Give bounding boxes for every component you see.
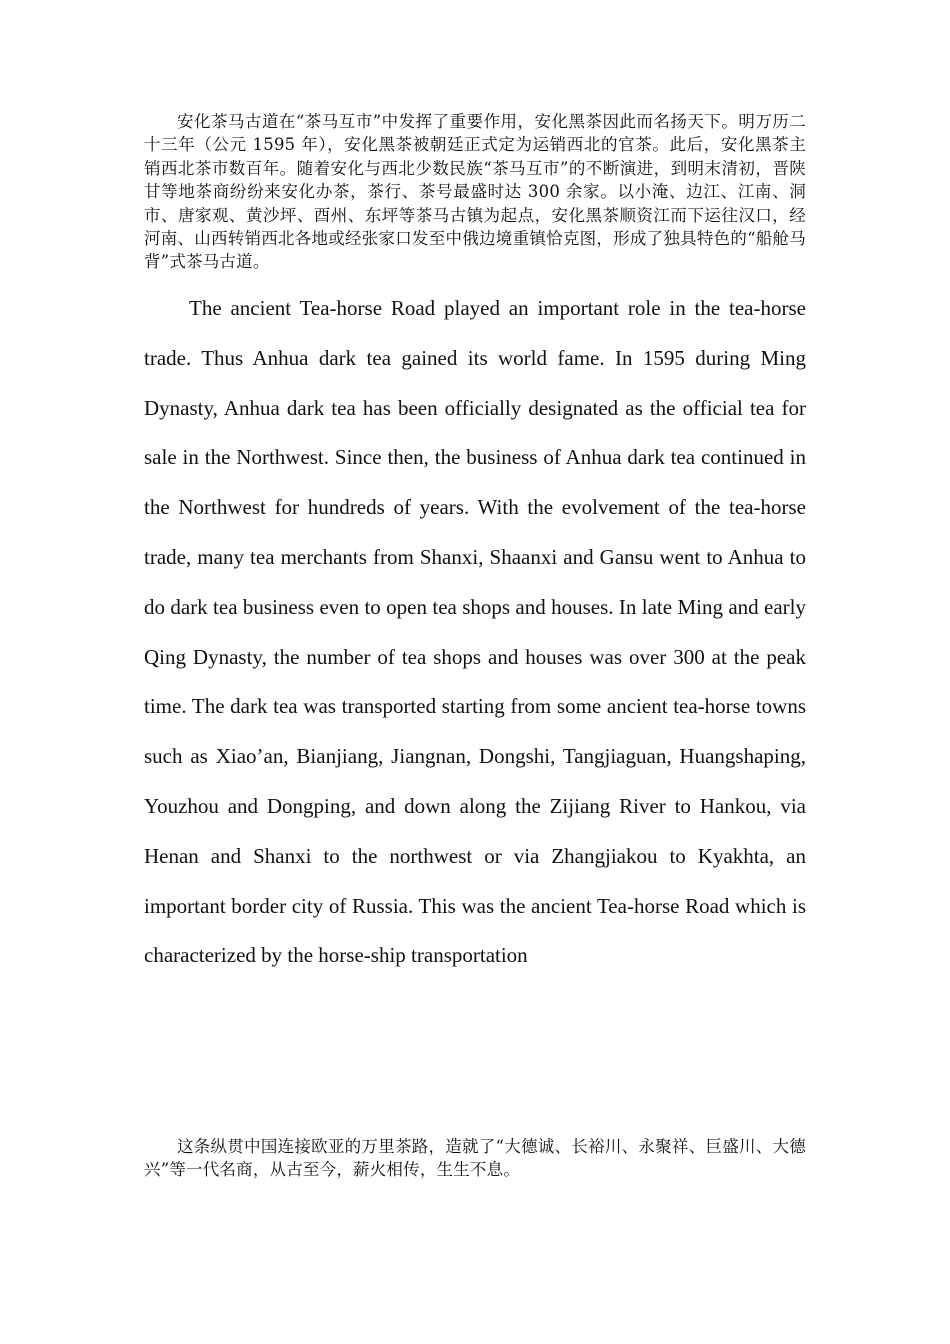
english-paragraph-tea-horse-road: The ancient Tea-horse Road played an important role in the tea-horse trade. Thus Anhua dark tea gained its world fame. In 1595 during Ming Dynasty, Anhua dark tea has been officially designated as the official tea for sale in the Northwest. Since then, the business of Anhua dark tea continued in the Northwest for hundreds of years. With the evolvement of the tea-horse trade, many tea merchants from Shanxi, Shaanxi and Gansu went to Anhua to do dark tea business even to open tea shops and houses. In late Ming and early Qing Dynasty, the number of tea shops and houses was over 300 at the peak time. The dark tea was transported starting from some ancient tea-horse towns such as Xiao’an, Bianjiang, Jiangnan, Dongshi, Tangjiaguan, Huangshaping, Youzhou and Dongping, and down along the Zijiang River to Hankou, via Henan and Shanxi to the northwest or via Zhangjiakou to Kyakhta, an important border city of Russia. This was the ancient Tea-horse Road which is characterized by the horse-ship transportation [144,296,806,968]
chinese-paragraph-tea-horse-road: 安化茶马古道在“茶马互市”中发挥了重要作用，安化黑茶因此而名扬天下。明万历二十三年（公元 1595 年），安化黑茶被朝廷正式定为运销西北的官茶。此后，安化黑茶主销西北茶市数百年。随着安化与西北少数民族“茶马互市”的不断演进，到明末清初，晋陕甘等地茶商纷纷来安化办茶，茶行、茶号最盛时达 300 余家。以小淹、边江、江南、洞市、唐家观、黄沙坪、酉州、东坪等茶马古镇为起点，安化黑茶顺资江而下运往汉口，经河南、山西转销西北各地或经张家口发至中俄边境重镇恰克图，形成了独具特色的“船舱马背”式茶马古道。 [144,112,806,272]
chinese-paragraph-merchants: 这条纵贯中国连接欧亚的万里茶路，造就了“大德诚、长裕川、永聚祥、巨盛川、大德兴”等一代名商，从古至今，薪火相传，生生不息。 [144,1137,806,1180]
